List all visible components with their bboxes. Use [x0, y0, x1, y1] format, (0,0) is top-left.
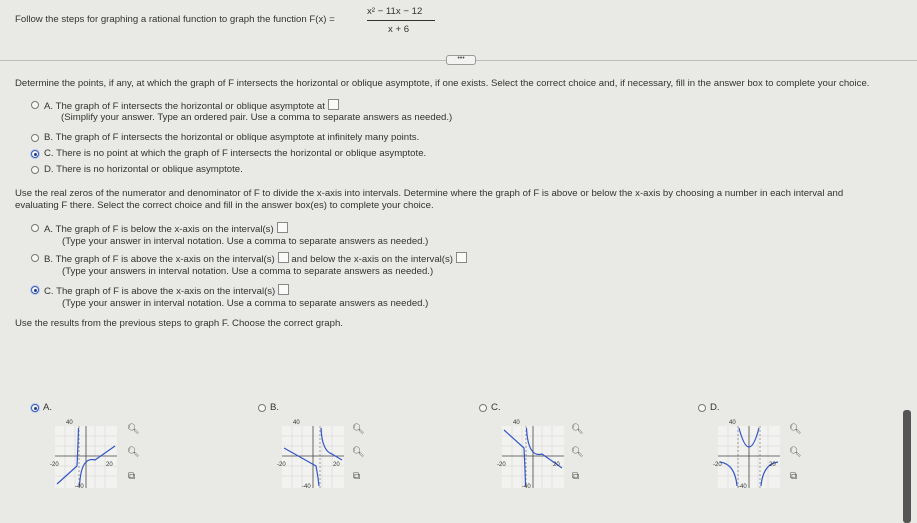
graph-c-tick-left: -20 [497, 462, 506, 468]
graph-a-tick-right: 20 [106, 462, 113, 468]
q2-option-a: A. The graph of F is below the x-axis on the interval(s) [44, 222, 288, 235]
numerator: x² − 11x − 12 [367, 6, 423, 17]
zoom-out-icon[interactable]: 🔍︎ [789, 447, 802, 458]
zoom-in-icon[interactable]: 🔍︎ [352, 424, 365, 435]
graph-a [55, 426, 117, 488]
q2-b-above-box[interactable] [278, 252, 289, 263]
q1-option-d: D. There is no horizontal or oblique asymptote. [44, 164, 243, 175]
graph-d [718, 426, 780, 488]
graph-a-tick-left: -20 [50, 462, 59, 468]
q1-option-c: C. There is no point at which the graph of F intersects the horizontal or oblique asymptote. [44, 148, 427, 159]
q2-option-a-radio[interactable] [31, 224, 39, 232]
q1-option-d-radio[interactable] [31, 166, 39, 174]
expand-icon[interactable]: ⧉ [353, 471, 361, 482]
expand-icon[interactable]: ⧉ [790, 471, 798, 482]
zoom-out-icon[interactable]: 🔍︎ [571, 447, 584, 458]
zoom-in-icon[interactable]: 🔍︎ [789, 424, 802, 435]
q2-option-a-note: (Type your answer in interval notation. Use a comma to separate answers as needed.) [62, 236, 429, 247]
q3-option-c-radio[interactable] [479, 404, 487, 412]
zoom-out-icon[interactable]: 🔍︎ [127, 447, 140, 458]
instruction-text: Follow the steps for graphing a rational function to graph the function F(x) = [15, 14, 335, 25]
q2-option-b-radio[interactable] [31, 254, 39, 262]
q3-option-d-label: D. [710, 402, 720, 413]
graph-c-tick-right: 20 [553, 462, 560, 468]
q1-option-b: B. The graph of F intersects the horizontal or oblique asymptote at infinitely many points. [44, 132, 420, 143]
graph-b-tick-left: -20 [277, 462, 286, 468]
graph-c [502, 426, 564, 488]
q2-a-answer-box[interactable] [277, 222, 288, 233]
q3-option-b-radio[interactable] [258, 404, 266, 412]
graph-d-tick-left: -20 [713, 462, 722, 468]
graph-a-tick-bottom: -40 [75, 484, 84, 490]
graph-d-tick-right: 20 [769, 462, 776, 468]
expand-icon[interactable]: ⧉ [128, 471, 136, 482]
q3-option-a-radio[interactable] [31, 404, 39, 412]
denominator: x + 6 [388, 24, 410, 35]
graph-c-tick-top: 40 [513, 420, 520, 426]
zoom-in-icon[interactable]: 🔍︎ [127, 424, 140, 435]
q3-prompt: Use the results from the previous steps to graph F. Choose the correct graph. [15, 318, 343, 329]
graph-d-tick-top: 40 [729, 420, 736, 426]
q1-option-a-radio[interactable] [31, 101, 39, 109]
q2-option-b: B. The graph of F is above the x-axis on the interval(s) and below the x-axis on the interval(s) [44, 252, 467, 265]
graph-d-tick-bottom: -40 [738, 484, 747, 490]
graph-b-tick-right: 20 [333, 462, 340, 468]
q2-b-below-box[interactable] [456, 252, 467, 263]
q2-option-c-radio[interactable] [31, 286, 39, 294]
q2-option-b-note: (Type your answers in interval notation. Use a comma to separate answers as needed.) [62, 266, 434, 277]
zoom-out-icon[interactable]: 🔍︎ [352, 447, 365, 458]
q3-option-b-label: B. [270, 402, 280, 413]
q3-option-a-label: A. [43, 402, 53, 413]
q1-option-c-radio[interactable] [31, 150, 39, 158]
q1-option-a: A. The graph of F intersects the horizontal or oblique asymptote at [44, 99, 339, 112]
graph-b-tick-top: 40 [293, 420, 300, 426]
graph-b [282, 426, 344, 488]
q1-option-a-note: (Simplify your answer. Type an ordered pair. Use a comma to separate answers as needed.) [61, 112, 453, 123]
zoom-in-icon[interactable]: 🔍︎ [571, 424, 584, 435]
graph-c-tick-bottom: -40 [522, 484, 531, 490]
q3-option-d-radio[interactable] [698, 404, 706, 412]
q3-option-c-label: C. [491, 402, 501, 413]
q1-option-b-radio[interactable] [31, 134, 39, 142]
q2-option-c-note: (Type your answer in interval notation. Use a comma to separate answers as needed.) [62, 298, 429, 309]
graph-b-tick-bottom: -40 [302, 484, 311, 490]
fraction-bar [367, 20, 435, 21]
q2-c-answer-box[interactable] [278, 284, 289, 295]
more-button[interactable]: ••• [446, 55, 476, 65]
q2-option-c: C. The graph of F is above the x-axis on the interval(s) [44, 284, 289, 297]
q1-answer-box[interactable] [328, 99, 339, 110]
q2-prompt-line2: evaluating F there. Select the correct choice and fill in the answer box(es) to complete your choice. [15, 200, 434, 211]
q2-prompt-line1: Use the real zeros of the numerator and denominator of F to divide the x-axis into intervals. Determine where the graph of F is above or below the x-axis by choosing a number in each interval and [15, 188, 844, 199]
q1-prompt: Determine the points, if any, at which the graph of F intersects the horizontal or oblique asymptote, if one exists. Select the correct choice and, if necessary, fill in the answer box to complete your choice. [15, 78, 870, 89]
expand-icon[interactable]: ⧉ [572, 471, 580, 482]
scrollbar[interactable] [903, 410, 911, 523]
graph-a-tick-top: 40 [66, 420, 73, 426]
